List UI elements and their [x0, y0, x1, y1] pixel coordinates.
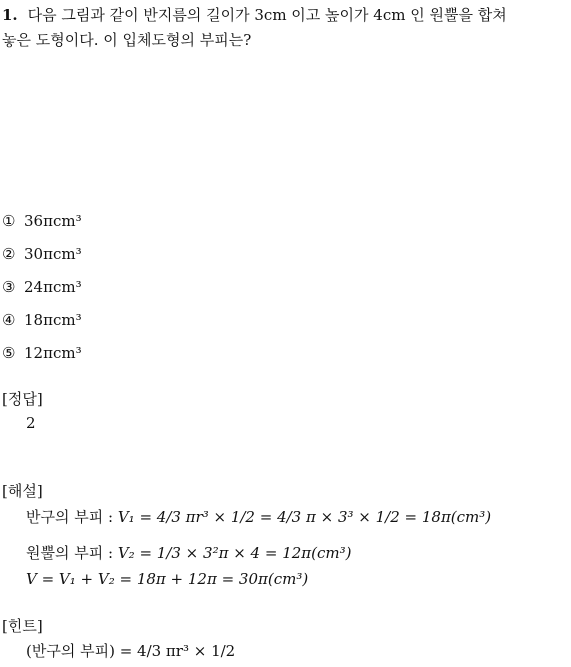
explanation-heading: [해설]	[2, 482, 43, 500]
choice-mark: ③	[2, 278, 16, 296]
choice-5[interactable]	[2, 344, 82, 362]
choice-text: 24πcm³	[24, 278, 82, 296]
question-line-2: 놓은 도형이다. 이 입체도형의 부피는?	[2, 31, 252, 49]
choice-1[interactable]	[2, 212, 82, 230]
answer-value: 2	[26, 414, 36, 432]
hint-formula: (반구의 부피) = 4/3 πr³ × 1/2	[26, 642, 236, 660]
choice-mark: ④	[2, 311, 16, 329]
choice-text: 18πcm³	[24, 311, 82, 329]
explanation-line-3	[26, 570, 308, 588]
explanation-label-2: 원뿔의 부피 :	[26, 544, 114, 562]
choice-text: 12πcm³	[24, 344, 82, 362]
figure-area	[0, 60, 571, 210]
choice-2[interactable]	[2, 245, 82, 263]
choice-mark: ①	[2, 212, 16, 230]
explanation-line-1	[26, 506, 491, 527]
question-number: 1.	[2, 6, 18, 24]
choice-text: 36πcm³	[24, 212, 82, 230]
choice-text: 30πcm³	[24, 245, 82, 263]
explanation-line-2	[26, 542, 351, 563]
question-text-1: 다음 그림과 같이 반지름의 길이가 3cm 이고 높이가 4cm 인 원뿔을 합쳐	[27, 6, 507, 24]
choice-3[interactable]	[2, 278, 82, 296]
explanation-formula-1: V₁ = 4/3 πr³ × 1/2 = 4/3 π × 3³ × 1/2 = 18π(cm³)	[117, 508, 492, 526]
explanation-label-1: 반구의 부피 :	[26, 508, 114, 526]
hint-heading: [힌트]	[2, 617, 43, 635]
choice-4[interactable]	[2, 311, 82, 329]
explanation-formula-3: V = V₁ + V₂ = 18π + 12π = 30π(cm³)	[26, 570, 309, 588]
choice-mark: ②	[2, 245, 16, 263]
choice-mark: ⑤	[2, 344, 16, 362]
question-line-1	[2, 2, 507, 28]
explanation-formula-2: V₂ = 1/3 × 3²π × 4 = 12π(cm³)	[117, 544, 352, 562]
answer-heading: [정답]	[2, 390, 43, 408]
